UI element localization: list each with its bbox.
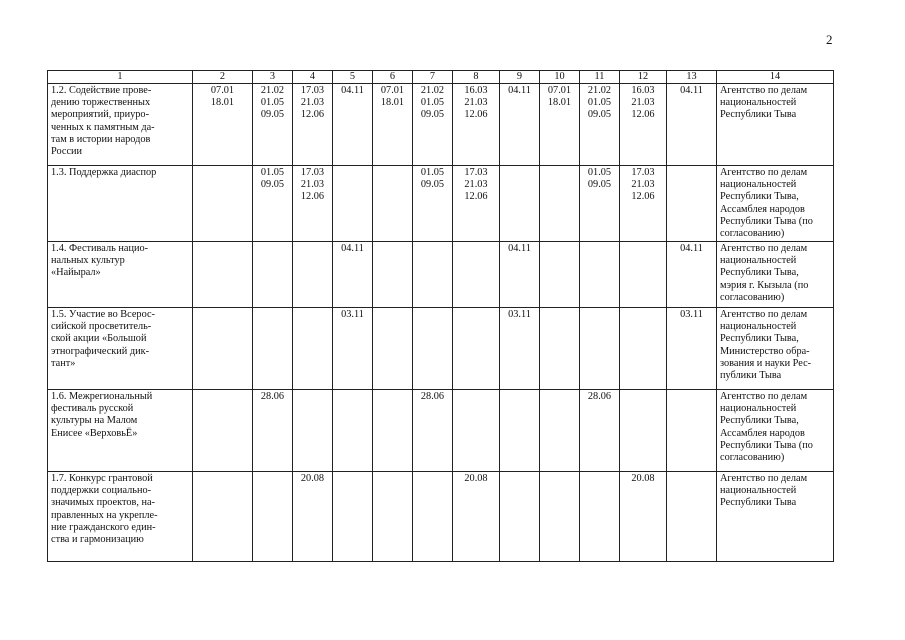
column-number-12: 12 bbox=[620, 71, 667, 84]
date-cell bbox=[540, 308, 580, 390]
date-cell: 04.11 bbox=[333, 242, 373, 308]
date-cell bbox=[373, 242, 413, 308]
date-cell: 20.08 bbox=[293, 472, 333, 562]
date-cell bbox=[580, 472, 620, 562]
date-cell bbox=[193, 308, 253, 390]
responsible-agency-cell: Агентство по делам национальностей Республики Тыва, Ассамблея народов Республики Тыва (по согласованию) bbox=[717, 390, 834, 472]
date-cell bbox=[333, 390, 373, 472]
date-cell bbox=[540, 242, 580, 308]
date-cell: 16.03 21.03 12.06 bbox=[453, 84, 500, 166]
events-plan-table bbox=[47, 70, 834, 562]
date-cell: 21.02 01.05 09.05 bbox=[580, 84, 620, 166]
date-cell bbox=[453, 390, 500, 472]
date-cell bbox=[373, 166, 413, 242]
table-row bbox=[48, 390, 834, 472]
date-cell: 28.06 bbox=[413, 390, 453, 472]
column-number-7: 7 bbox=[413, 71, 453, 84]
date-cell: 04.11 bbox=[667, 84, 717, 166]
date-cell: 17.03 21.03 12.06 bbox=[620, 166, 667, 242]
column-number-5: 5 bbox=[333, 71, 373, 84]
responsible-agency-cell: Агентство по делам национальностей Республики Тыва, Министерство обра- зования и науки Рес- публики Тыва bbox=[717, 308, 834, 390]
table-row bbox=[48, 84, 834, 166]
date-cell: 03.11 bbox=[333, 308, 373, 390]
column-number-row bbox=[48, 71, 834, 84]
date-cell bbox=[193, 390, 253, 472]
date-cell bbox=[453, 308, 500, 390]
date-cell bbox=[253, 242, 293, 308]
date-cell bbox=[620, 242, 667, 308]
date-cell bbox=[193, 166, 253, 242]
date-cell: 20.08 bbox=[453, 472, 500, 562]
page-number: 2 bbox=[826, 32, 833, 47]
date-cell bbox=[500, 166, 540, 242]
date-cell bbox=[373, 390, 413, 472]
column-number-4: 4 bbox=[293, 71, 333, 84]
column-number-10: 10 bbox=[540, 71, 580, 84]
responsible-agency-cell: Агентство по делам национальностей Республики Тыва bbox=[717, 472, 834, 562]
event-name-cell: 1.5. Участие во Всерос- сийской просветитель- ской акции «Большой этнографический дик- тант» bbox=[48, 308, 193, 390]
date-cell: 28.06 bbox=[580, 390, 620, 472]
responsible-agency-cell: Агентство по делам национальностей Республики Тыва, Ассамблея народов Республики Тыва (по согласованию) bbox=[717, 166, 834, 242]
event-name-cell: 1.6. Межрегиональный фестиваль русской культуры на Малом Енисее «ВерховьЁ» bbox=[48, 390, 193, 472]
date-cell bbox=[540, 166, 580, 242]
column-number-11: 11 bbox=[580, 71, 620, 84]
event-name-cell: 1.4. Фестиваль нацио- нальных культур «Найырал» bbox=[48, 242, 193, 308]
date-cell bbox=[253, 308, 293, 390]
date-cell: 01.05 09.05 bbox=[253, 166, 293, 242]
date-cell bbox=[540, 472, 580, 562]
date-cell bbox=[193, 472, 253, 562]
date-cell: 17.03 21.03 12.06 bbox=[453, 166, 500, 242]
column-number-8: 8 bbox=[453, 71, 500, 84]
date-cell bbox=[333, 472, 373, 562]
date-cell: 07.01 18.01 bbox=[193, 84, 253, 166]
date-cell bbox=[540, 390, 580, 472]
column-number-9: 9 bbox=[500, 71, 540, 84]
column-number-2: 2 bbox=[193, 71, 253, 84]
date-cell: 20.08 bbox=[620, 472, 667, 562]
date-cell bbox=[373, 472, 413, 562]
date-cell bbox=[333, 166, 373, 242]
date-cell: 07.01 18.01 bbox=[373, 84, 413, 166]
event-name-cell: 1.2. Содействие прове- дению торжественных мероприятий, приуро- ченных к памятным да- там в истории народов России bbox=[48, 84, 193, 166]
date-cell: 21.02 01.05 09.05 bbox=[253, 84, 293, 166]
date-cell bbox=[667, 390, 717, 472]
date-cell: 03.11 bbox=[500, 308, 540, 390]
date-cell: 04.11 bbox=[333, 84, 373, 166]
date-cell: 03.11 bbox=[667, 308, 717, 390]
column-number-1: 1 bbox=[48, 71, 193, 84]
date-cell bbox=[500, 390, 540, 472]
date-cell bbox=[373, 308, 413, 390]
table-row bbox=[48, 472, 834, 562]
date-cell bbox=[667, 166, 717, 242]
responsible-agency-cell: Агентство по делам национальностей Республики Тыва, мэрия г. Кызыла (по согласованию) bbox=[717, 242, 834, 308]
date-cell: 17.03 21.03 12.06 bbox=[293, 166, 333, 242]
date-cell: 01.05 09.05 bbox=[413, 166, 453, 242]
date-cell bbox=[413, 472, 453, 562]
date-cell: 28.06 bbox=[253, 390, 293, 472]
date-cell bbox=[293, 242, 333, 308]
date-cell bbox=[253, 472, 293, 562]
date-cell: 01.05 09.05 bbox=[580, 166, 620, 242]
date-cell: 04.11 bbox=[500, 242, 540, 308]
date-cell bbox=[293, 308, 333, 390]
table-row bbox=[48, 166, 834, 242]
responsible-agency-cell: Агентство по делам национальностей Республики Тыва bbox=[717, 84, 834, 166]
date-cell: 17.03 21.03 12.06 bbox=[293, 84, 333, 166]
date-cell bbox=[580, 242, 620, 308]
date-cell: 16.03 21.03 12.06 bbox=[620, 84, 667, 166]
column-number-6: 6 bbox=[373, 71, 413, 84]
date-cell bbox=[580, 308, 620, 390]
table-row bbox=[48, 242, 834, 308]
date-cell bbox=[193, 242, 253, 308]
date-cell: 07.01 18.01 bbox=[540, 84, 580, 166]
date-cell bbox=[413, 308, 453, 390]
date-cell bbox=[293, 390, 333, 472]
date-cell bbox=[667, 472, 717, 562]
event-name-cell: 1.7. Конкурс грантовой поддержки социально- значимых проектов, на- правленных на укрепле- ние гражданского един- ства и гармонизацию bbox=[48, 472, 193, 562]
date-cell: 21.02 01.05 09.05 bbox=[413, 84, 453, 166]
table-row bbox=[48, 308, 834, 390]
date-cell bbox=[500, 472, 540, 562]
column-number-14: 14 bbox=[717, 71, 834, 84]
date-cell bbox=[620, 390, 667, 472]
date-cell bbox=[620, 308, 667, 390]
date-cell bbox=[453, 242, 500, 308]
column-number-13: 13 bbox=[667, 71, 717, 84]
event-name-cell: 1.3. Поддержка диаспор bbox=[48, 166, 193, 242]
column-number-3: 3 bbox=[253, 71, 293, 84]
date-cell bbox=[413, 242, 453, 308]
date-cell: 04.11 bbox=[500, 84, 540, 166]
date-cell: 04.11 bbox=[667, 242, 717, 308]
